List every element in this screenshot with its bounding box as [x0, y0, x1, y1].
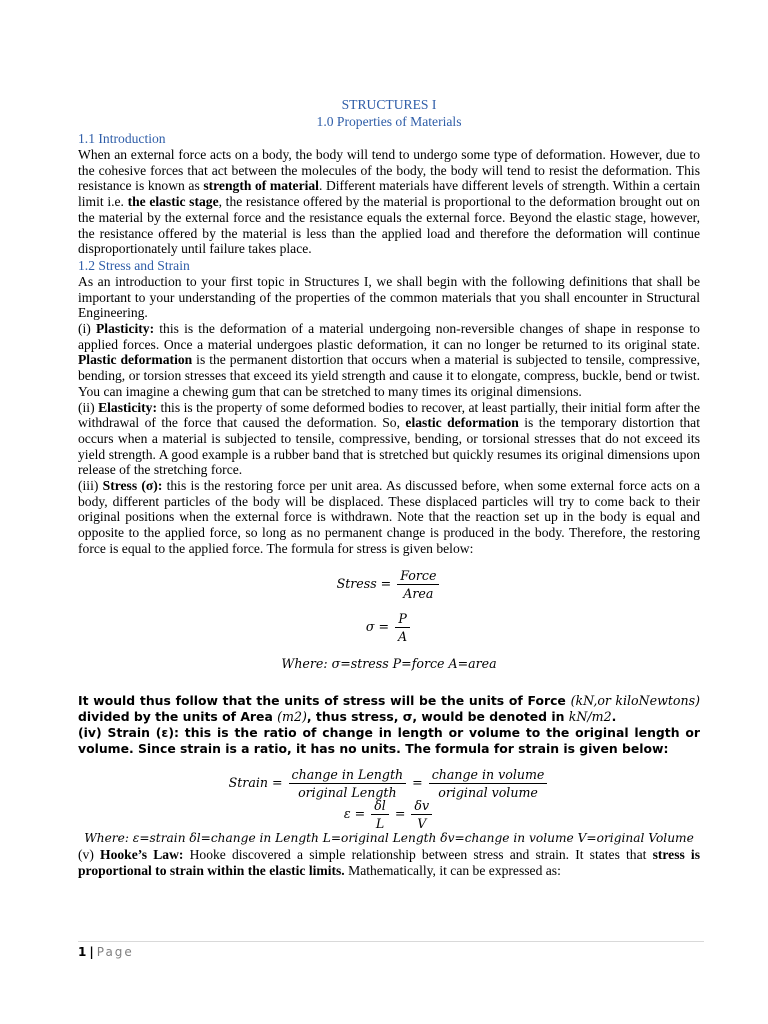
intro-text-2: . Different materials have different levels of strength. Within a certain limit i.e. [78, 178, 700, 210]
elastic-deformation-text: is the temporary distortion that occurs when a material is subjected to tensile, compressive, bending, or torsional stresses that do not exceed its yield strength. A good example is a rubber band that is stretched but quickly resumes its original dimensions upon release of the stretching force. [78, 415, 700, 478]
equals-sign: = [390, 806, 410, 822]
item-number: (iii) [78, 478, 103, 494]
equation-lhs: Strain = [228, 775, 287, 791]
footer-separator: | [89, 945, 94, 959]
term-elastic-deformation: elastic deformation [405, 415, 519, 431]
plasticity-text: this is the deformation of a material undergoing non-reversible changes of shape in response to applied forces. Once a material undergoes plastic deformation, it can no longer be returned to its original state. [78, 321, 700, 352]
strain-definition [78, 725, 700, 757]
page-label: Page [96, 945, 134, 959]
numerator: δl [371, 798, 389, 815]
denominator: original volume [438, 785, 538, 801]
denominator: A [398, 628, 408, 644]
fraction [371, 798, 389, 831]
stress-text: this is the restoring force per unit area. As discussed before, when some external force acts on a body, different particles of the body will be displaced. These displaced particles will try to come back to their original positions when the external force is withdrawn. Note that the reaction set up in the body is equal and opposite to the applied force, so long as no permanent change is produced in the body. Therefore, the restoring force is equal to the applied force. The formula for stress is given below: [78, 478, 700, 556]
stress-definition [78, 478, 700, 557]
term-plasticity: Plasticity: [95, 321, 155, 337]
units-math-3: kN/m2 [568, 709, 612, 725]
equation-lhs: σ = [365, 618, 394, 634]
units-text-3: , thus stress, σ, would be denoted in [306, 709, 569, 725]
numerator: P [395, 611, 410, 628]
hooke-statement: stress is proportional to strain within the elastic limits. [78, 846, 700, 878]
epsilon-equation [78, 798, 700, 831]
section-heading-introduction: 1.1 Introduction [78, 131, 166, 146]
units-math-1: (kN,or kiloNewtons) [570, 693, 700, 709]
units-text-2: divided by the units of Area [78, 709, 278, 725]
term-elasticity: Elasticity: [98, 399, 157, 415]
numerator: Force [397, 568, 439, 585]
units-text-4: . [611, 709, 617, 725]
numerator: change in volume [429, 767, 548, 784]
fraction [429, 767, 548, 800]
term-strain: Strain (ε): [107, 725, 179, 741]
numerator: δv [411, 798, 432, 815]
document-title: STRUCTURES I [341, 97, 437, 112]
fraction [397, 568, 439, 601]
plastic-deformation-text: is the permanent distortion that occurs when a material is subjected to tensile, compressive, bending, or torsion stresses that exceed its yield strength and cause it to elongate, compress, buckle, bend or twist. You can imagine a chewing gum that can be stretched to many times its original dimensions. [78, 352, 701, 399]
intro-text-3: , the resistance offered by the material is proportional to the deformation brought out on the material by the external force and the resistance equals the external force. Beyond the elastic stage, however, the resistance offered by the material is less than the applied load and therefore the deformation will continue disproportionately until failure takes place. [78, 194, 700, 257]
strain-equation [78, 767, 700, 800]
hookes-law-definition [78, 847, 700, 878]
document-subtitle: 1.0 Properties of Materials [316, 113, 462, 129]
page-footer [78, 945, 134, 959]
strain-where-line: Where: ε=strain δl=change in Length L=original Length δv=change in volume V=original Volume [84, 831, 694, 846]
units-paragraph [78, 693, 700, 725]
numerator: change in Length [289, 767, 407, 784]
denominator: original Length [298, 785, 397, 801]
strain-text: this is the ratio of change in length or volume to the original length or volume. Since strain is a ratio, it has no units. The formula for strain is given below: [78, 725, 700, 757]
item-number: (v) [78, 846, 100, 862]
item-number: (i) [78, 321, 96, 337]
term-strength-of-material: strength of material [203, 178, 319, 194]
stress-equation [78, 568, 700, 601]
denominator: V [417, 816, 427, 832]
hooke-text-1: Hooke discovered a simple relationship between stress and strain. It states that [183, 846, 653, 862]
units-math-2: (m2) [277, 709, 307, 725]
term-hookes-law: Hooke’s Law: [100, 846, 184, 862]
term-stress: Stress (σ): [102, 478, 163, 494]
item-number: (iv) [78, 725, 108, 741]
page-number: 1 [78, 945, 87, 959]
sigma-equation [78, 611, 700, 644]
equals-sign: = [408, 775, 427, 791]
stress-where-line: Where: σ=stress P=force A=area [281, 655, 497, 671]
fraction [395, 611, 410, 644]
item-number: (ii) [78, 399, 99, 415]
footer-divider [78, 941, 704, 942]
page-content [78, 97, 700, 878]
equation-lhs: ε = [343, 806, 370, 822]
elasticity-definition [78, 400, 700, 479]
hooke-text-2: Mathematically, it can be expressed as: [344, 862, 561, 878]
term-elastic-stage: the elastic stage [127, 194, 219, 210]
denominator: Area [403, 585, 434, 601]
intro-paragraph [78, 147, 700, 257]
elasticity-text: this is the property of some deformed bodies to recover, at least partially, their initial form after the withdrawal of the force that caused the deformation. So, [78, 399, 700, 431]
equation-lhs: Stress = [336, 575, 396, 591]
fraction [289, 767, 407, 800]
term-plastic-deformation: Plastic deformation [78, 352, 193, 368]
denominator: L [375, 816, 385, 832]
intro-text-1: When an external force acts on a body, the body will tend to undergo some type of deformation. However, due to the cohesive forces that act between the molecules of the body, the body will tend to resist the deformation. This resistance is known as [78, 147, 700, 194]
section-heading-stress-strain: 1.2 Stress and Strain [78, 257, 190, 273]
units-text-1: It would thus follow that the units of stress will be the units of Force [78, 693, 571, 709]
stress-strain-intro: As an introduction to your first topic in Structures I, we shall begin with the following definitions that shall be important to your understanding of the properties of the common materials that you shall encounter in Structural Engineering. [78, 273, 700, 321]
plasticity-definition [78, 321, 700, 400]
fraction [411, 798, 432, 831]
